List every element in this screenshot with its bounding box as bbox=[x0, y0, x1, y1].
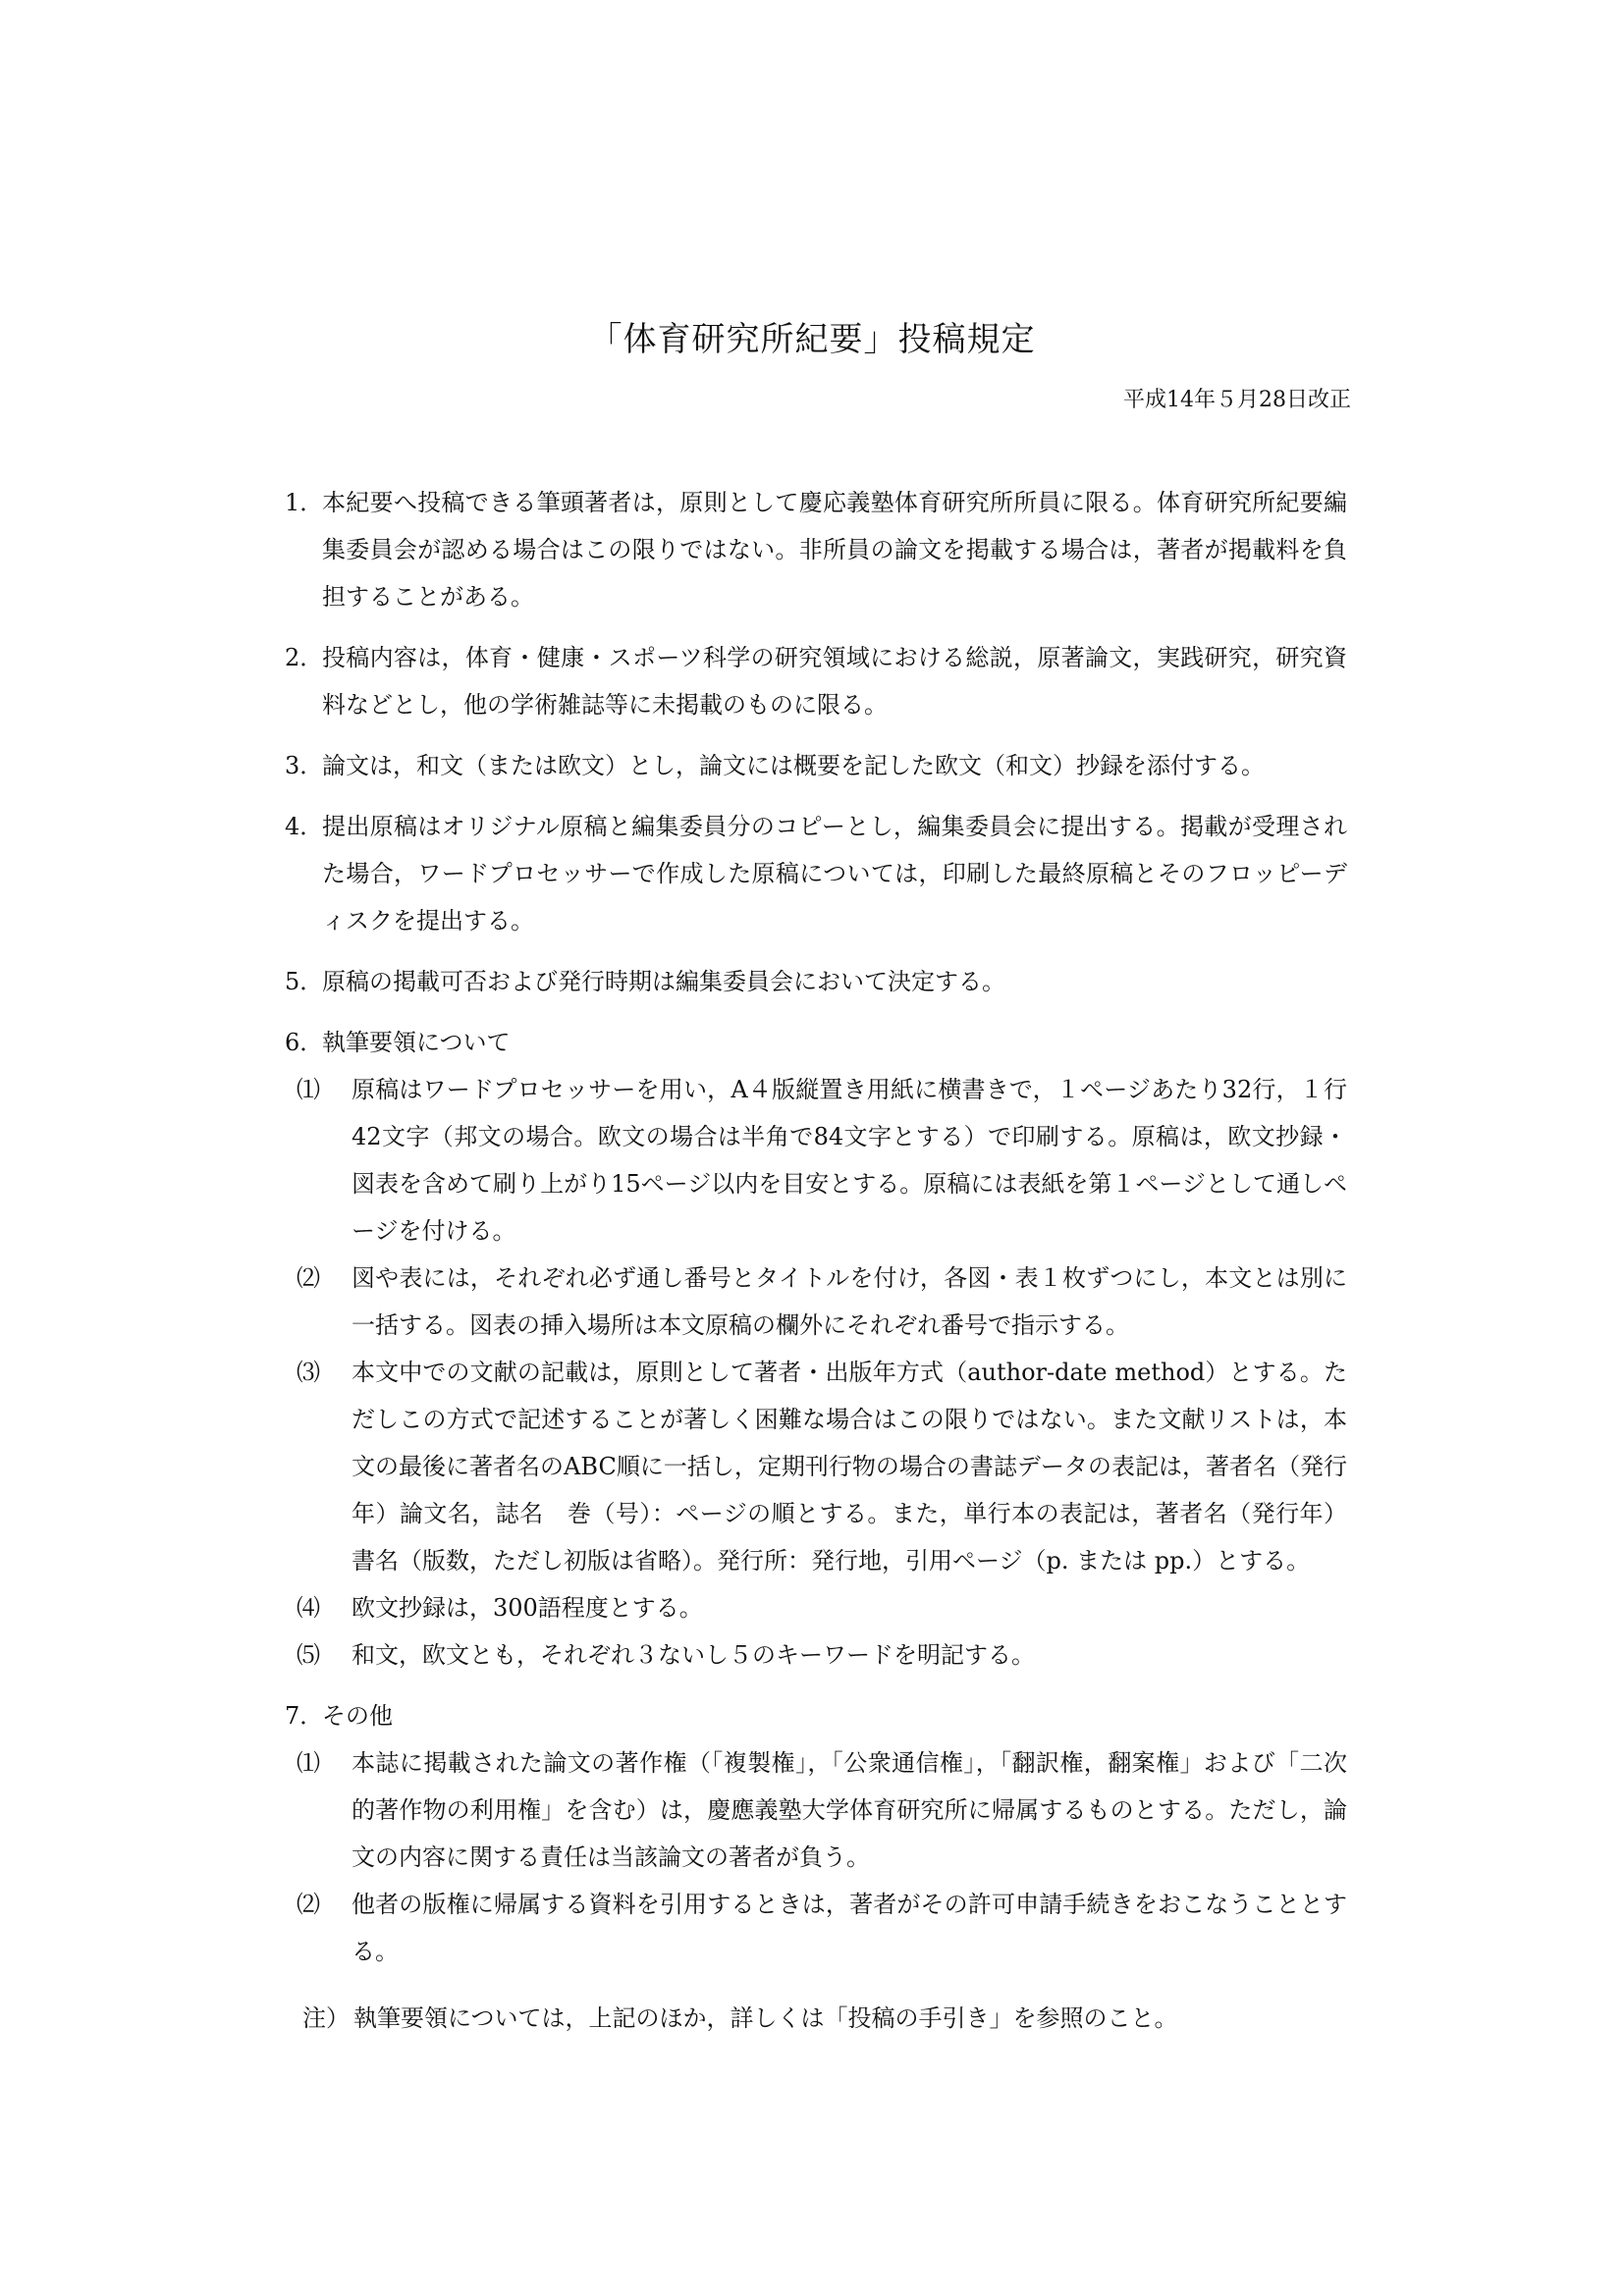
item-number: ⑵ bbox=[297, 1264, 320, 1292]
revision-date: 平成14年５月28日改正 bbox=[1123, 388, 1351, 412]
item-text: 本文中での文献の記載は，原則として著者・出版年方式（author-date method）とする。ただしこの方式で記述することが著しく困難な場合はこの限りではない。また文献リストは，本文の最後に著者名のABC順に一括し，定期刊行物の場合の書誌データの表記は，著者名（発行年）論文名，誌名 巻（号）：ページの順とする。また，単行本の表記は，著者名（発行年）書名（版数，ただし初版は省略）。発行所：発行地，引用ページ（p. または pp.）とする。 bbox=[352, 1359, 1347, 1575]
item-text: 図や表には，それぞれ必ず通し番号とタイトルを付け，各図・表１枚ずつにし，本文とは別に一括する。図表の挿入場所は本文原稿の欄外にそれぞれ番号で指示する。 bbox=[352, 1264, 1347, 1339]
writing-guidelines-list bbox=[285, 1066, 1347, 1679]
section-6 bbox=[285, 1019, 1347, 1679]
list-item bbox=[297, 1584, 1347, 1631]
item-text: 和文，欧文とも，それぞれ３ないし５のキーワードを明記する。 bbox=[352, 1641, 1035, 1669]
section-number: 2． bbox=[285, 644, 324, 671]
item-number: ⑸ bbox=[297, 1641, 320, 1669]
note-label: 注） bbox=[302, 2004, 350, 2032]
list-item bbox=[297, 1739, 1347, 1881]
section-text: 原稿の掲載可否および発行時期は編集委員会において決定する。 bbox=[322, 968, 1005, 995]
list-item bbox=[297, 1255, 1347, 1349]
section-number: 7． bbox=[285, 1702, 324, 1730]
item-text: 本誌に掲載された論文の著作権（「複製権」，「公衆通信権」，「翻訳権，翻案権」および「二次的著作物の利用権」を含む）は，慶應義塾大学体育研究所に帰属するものとする。ただし，論文の内容に関する責任は当該論文の著者が負う。 bbox=[352, 1749, 1347, 1871]
section-text: 論文は，和文（または欧文）とし，論文には概要を記した欧文（和文）抄録を添付する。 bbox=[322, 752, 1265, 779]
item-number: ⑴ bbox=[297, 1076, 320, 1103]
list-item bbox=[297, 1631, 1347, 1679]
section-text: 提出原稿はオリジナル原稿と編集委員分のコピーとし，編集委員会に提出する。掲載が受理された場合，ワードプロセッサーで作成した原稿については，印刷した最終原稿とそのフロッピーディスクを提出する。 bbox=[322, 813, 1347, 934]
document-title: 「体育研究所紀要」投稿規定 bbox=[588, 320, 1036, 359]
item-text: 欧文抄録は，300語程度とする。 bbox=[352, 1594, 703, 1622]
section-1 bbox=[285, 479, 1347, 620]
section-heading: その他 bbox=[322, 1702, 393, 1730]
section-number: 5． bbox=[285, 968, 324, 995]
document-body bbox=[285, 479, 1347, 2042]
section-7 bbox=[285, 1692, 1347, 1975]
section-2 bbox=[285, 634, 1347, 728]
section-number: 3． bbox=[285, 752, 324, 779]
item-number: ⑷ bbox=[297, 1594, 320, 1622]
section-5 bbox=[285, 958, 1347, 1005]
list-item bbox=[297, 1349, 1347, 1584]
item-number: ⑴ bbox=[297, 1749, 320, 1777]
section-number: 6． bbox=[285, 1029, 324, 1056]
section-number: 4． bbox=[285, 813, 324, 840]
other-provisions-list bbox=[285, 1739, 1347, 1975]
section-4 bbox=[285, 803, 1347, 944]
item-text: 原稿はワードプロセッサーを用い，A４版縦置き用紙に横書きで，１ページあたり32行，１行42文字（邦文の場合。欧文の場合は半角で84文字とする）で印刷する。原稿は，欧文抄録・図表を含めて刷り上がり15ページ以内を目安とする。原稿には表紙を第１ページとして通しページを付ける。 bbox=[352, 1076, 1347, 1245]
list-item bbox=[297, 1881, 1347, 1975]
item-text: 他者の版権に帰属する資料を引用するときは，著者がその許可申請手続きをおこなうこととする。 bbox=[352, 1891, 1347, 1965]
note-text: 執筆要領については，上記のほか，詳しくは「投稿の手引き」を参照のこと。 bbox=[353, 2004, 1178, 2032]
item-number: ⑵ bbox=[297, 1891, 320, 1918]
section-heading: 執筆要領について bbox=[322, 1029, 511, 1056]
list-item bbox=[297, 1066, 1347, 1255]
section-text: 本紀要へ投稿できる筆頭著者は，原則として慶応義塾体育研究所所員に限る。体育研究所紀要編集委員会が認める場合はこの限りではない。非所員の論文を掲載する場合は，著者が掲載料を負担することがある。 bbox=[322, 489, 1347, 611]
footnote bbox=[302, 1995, 1347, 2042]
section-number: 1． bbox=[285, 489, 324, 516]
item-number: ⑶ bbox=[297, 1359, 320, 1386]
section-text: 投稿内容は，体育・健康・スポーツ科学の研究領域における総説，原著論文，実践研究，研究資料などとし，他の学術雑誌等に未掲載のものに限る。 bbox=[322, 644, 1347, 719]
section-3 bbox=[285, 742, 1347, 789]
